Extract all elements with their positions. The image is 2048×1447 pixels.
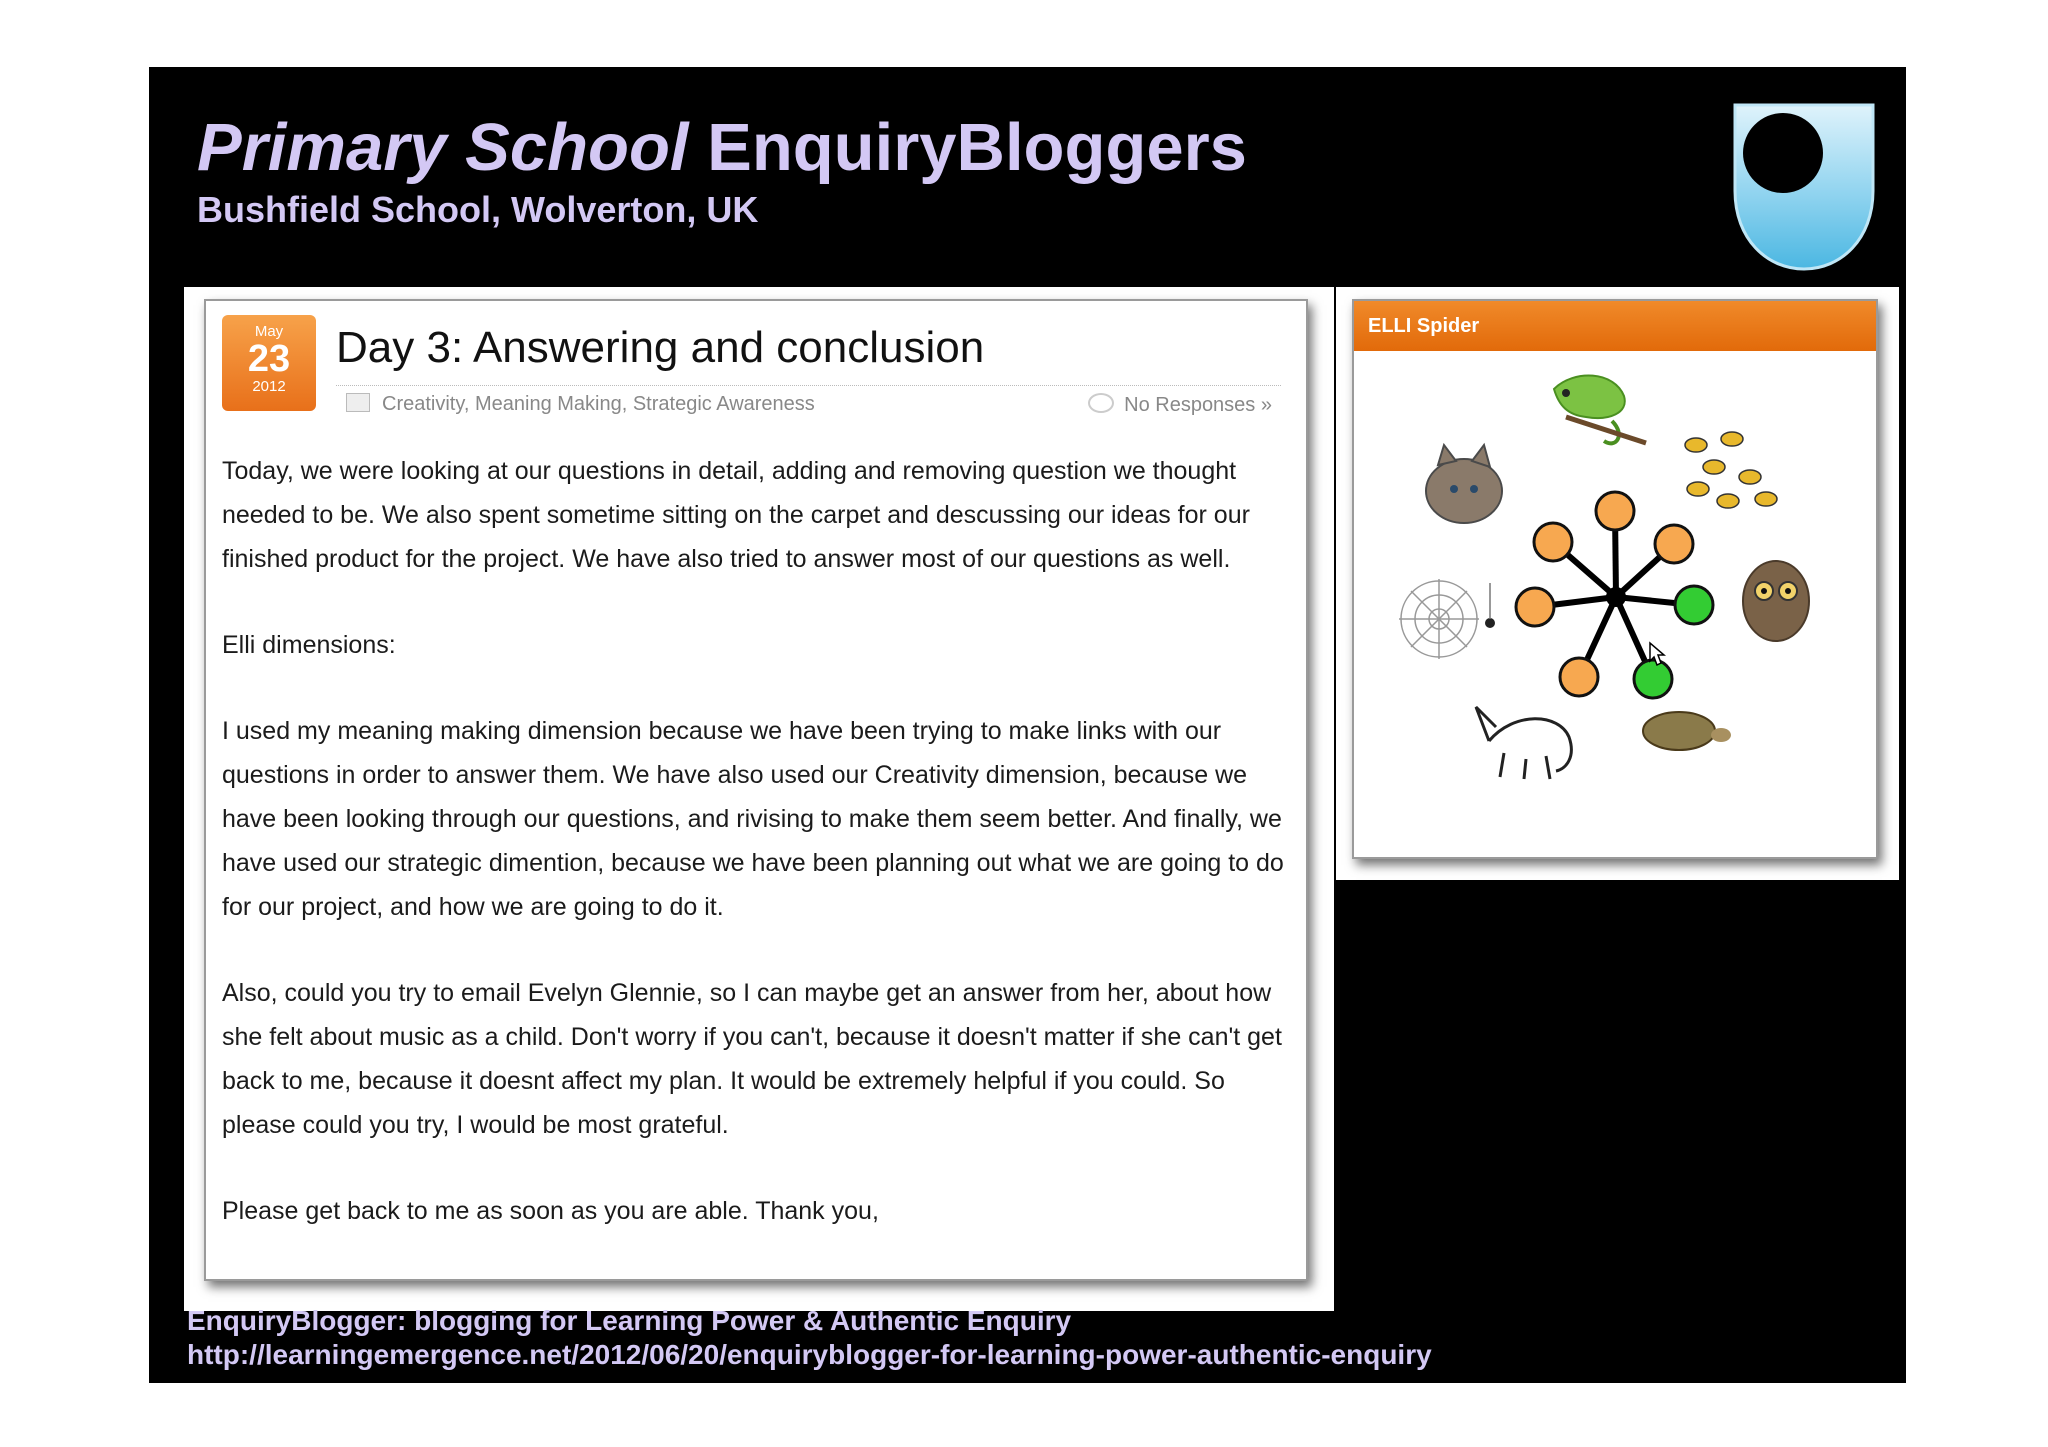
elli-panel (1336, 287, 1899, 880)
comment-icon (1088, 393, 1114, 413)
spider-node-owl[interactable] (1675, 586, 1713, 624)
folder-icon (346, 393, 370, 412)
owl-icon (1743, 561, 1809, 641)
spider-node-spider-web[interactable] (1516, 588, 1554, 626)
categories-text[interactable]: Creativity, Meaning Making, Strategic Awareness (382, 393, 815, 415)
post-categories (346, 393, 815, 416)
tortoise-icon (1643, 712, 1731, 750)
open-university-logo (1729, 99, 1879, 274)
blog-panel (184, 287, 1334, 1311)
post-paragraph: I used my meaning making dimension because we have been trying to make links with our questions in order to answer them. We have also used our Creativity dimension, because we have been looking through our questions, and rivising to make them seem better. And finally, we have used our strategic dimention, because we have been planning out what we are going to do for our project, and how we are going to do it. (222, 717, 1284, 921)
slide (149, 67, 1906, 1383)
spider-node-unicorn[interactable] (1560, 658, 1598, 696)
slide-subtitle: Bushfield School, Wolverton, UK (197, 189, 759, 230)
kitten-icon (1426, 445, 1502, 523)
post-responses (1088, 393, 1272, 417)
meta-divider (336, 385, 1281, 386)
slide-title (197, 111, 1247, 185)
elli-spider-diagram (1354, 351, 1876, 857)
date-month: May (254, 323, 284, 340)
unicorn-icon (1476, 707, 1571, 779)
spider-web-icon (1399, 579, 1495, 659)
date-day: 23 (247, 338, 291, 380)
post-paragraph: Today, we were looking at our questions in detail, adding and removing question we thought needed to be. We also spent sometime sitting on the carpet and descussing our ideas for our finished product for the project. We have also tried to answer most of our questions as well. (222, 457, 1250, 573)
responses-link[interactable]: No Responses » (1124, 394, 1272, 416)
spider-node-chameleon[interactable] (1596, 492, 1634, 530)
spider-node-bees[interactable] (1655, 525, 1693, 563)
footer-url-link[interactable]: http://learningemergence.net/2012/06/20/enquiryblogger-for-learning-power-authentic-enquiry (187, 1339, 1432, 1370)
spider-body (1606, 587, 1626, 607)
bees-icon (1685, 432, 1777, 508)
date-year: 2012 (252, 378, 286, 395)
blog-post (204, 299, 1308, 1281)
title-rest: EnquiryBloggers (707, 110, 1247, 185)
post-title[interactable]: Day 3: Answering and conclusion (336, 323, 985, 372)
elli-spider-widget (1352, 299, 1878, 859)
spider-node-tortoise[interactable] (1634, 660, 1672, 698)
footer-caption: EnquiryBlogger: blogging for Learning Power & Authentic Enquiry (187, 1305, 1072, 1336)
post-paragraph: Please get back to me as soon as you are able. Thank you, (222, 1197, 879, 1225)
date-badge (222, 315, 316, 411)
chameleon-icon (1554, 375, 1646, 443)
post-body (222, 449, 1292, 1275)
post-paragraph: Also, could you try to email Evelyn Glennie, so I can maybe get an answer from her, about how she felt about music as a child. Don't worry if you can't, because it doesn't matter if she can't get back to me, because it doesnt affect my plan. It would be extremely helpful if you could. So please could you try, I would be most grateful. (222, 979, 1282, 1139)
post-paragraph: Elli dimensions: (222, 631, 396, 659)
elli-header: ELLI Spider (1354, 301, 1876, 351)
spider-node-kitten[interactable] (1534, 523, 1572, 561)
title-italic: Primary School (197, 110, 689, 185)
